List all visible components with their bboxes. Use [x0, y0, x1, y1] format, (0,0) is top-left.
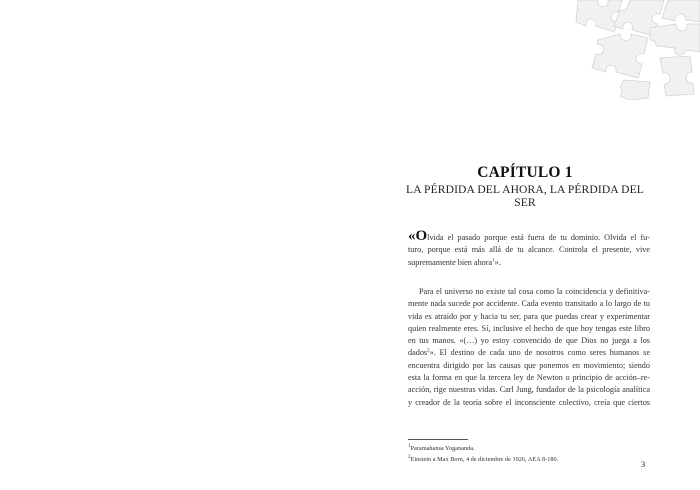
- footnote-ref: 2: [427, 348, 430, 354]
- footnote-text: Paramahansa Yogananda.: [410, 445, 475, 452]
- body-paragraph: [408, 286, 650, 409]
- paragraph-line: dados: [408, 348, 428, 358]
- paragraph-line: ». El destino de cada uno de nosotros como seres humanos se: [429, 348, 650, 358]
- footnote-divider: [408, 439, 468, 440]
- paragraph-line: quien realmente eres. Sí, inclusive el hecho de que hoy tengas este libro: [408, 323, 650, 333]
- paragraph-line: acción, rige nuestras vidas. Carl Jung, fundador de la psicología analítica: [408, 385, 650, 395]
- epigraph-quote: [408, 228, 650, 269]
- footnote: [408, 445, 475, 453]
- puzzle-pieces-icon: [0, 0, 700, 100]
- drop-initial: O: [415, 228, 428, 244]
- footnote-ref: 1: [492, 257, 495, 263]
- quote-close: ».: [494, 257, 501, 267]
- page-number: 3: [641, 459, 646, 469]
- paragraph-line: esta la forma en que la tercera ley de Newton o principio de acción–re-: [408, 373, 650, 383]
- paragraph-line: Para el universo no existe tal cosa como la coincidencia y definitiva-: [419, 287, 650, 296]
- quote-open-mark: «: [408, 228, 416, 244]
- chapter-title: CAPÍTULO 1: [477, 164, 573, 181]
- paragraph-line: mente nada sucede por accidente. Cada evento transitado a lo largo de tu: [408, 299, 650, 309]
- paragraph-line: encuentra dirigido por las causas que ponemos en movimiento; siendo: [408, 360, 650, 370]
- quote-line: turo, porque está más allá de tu alcance. Controla el presente, vive: [408, 245, 650, 255]
- chapter-subtitle: LA PÉRDIDA DEL AHORA, LA PÉRDIDA DEL SER: [406, 183, 644, 209]
- paragraph-line: en tus manos. «(…) yo estoy convencido de que Dios no juega a los: [408, 336, 650, 346]
- paragraph-line: y creador de la teoría sobre el inconsciente colectivo, creía que ciertos: [408, 397, 650, 407]
- footnote-number: 2: [408, 454, 411, 460]
- quote-line: lvida el pasado porque está fuera de tu dominio. Olvida el fu-: [427, 233, 650, 242]
- paragraph-line: vida es atraído por y hacia tu ser, para que puedas crear y experimentar: [408, 311, 650, 321]
- footnote-number: 1: [408, 443, 411, 449]
- footnote-text: Einstein a Max Born, 4 de diciembre de 1926, AEA 8-180.: [410, 456, 559, 463]
- quote-line: supremamente bien ahora: [408, 257, 493, 267]
- footnote: [408, 456, 558, 464]
